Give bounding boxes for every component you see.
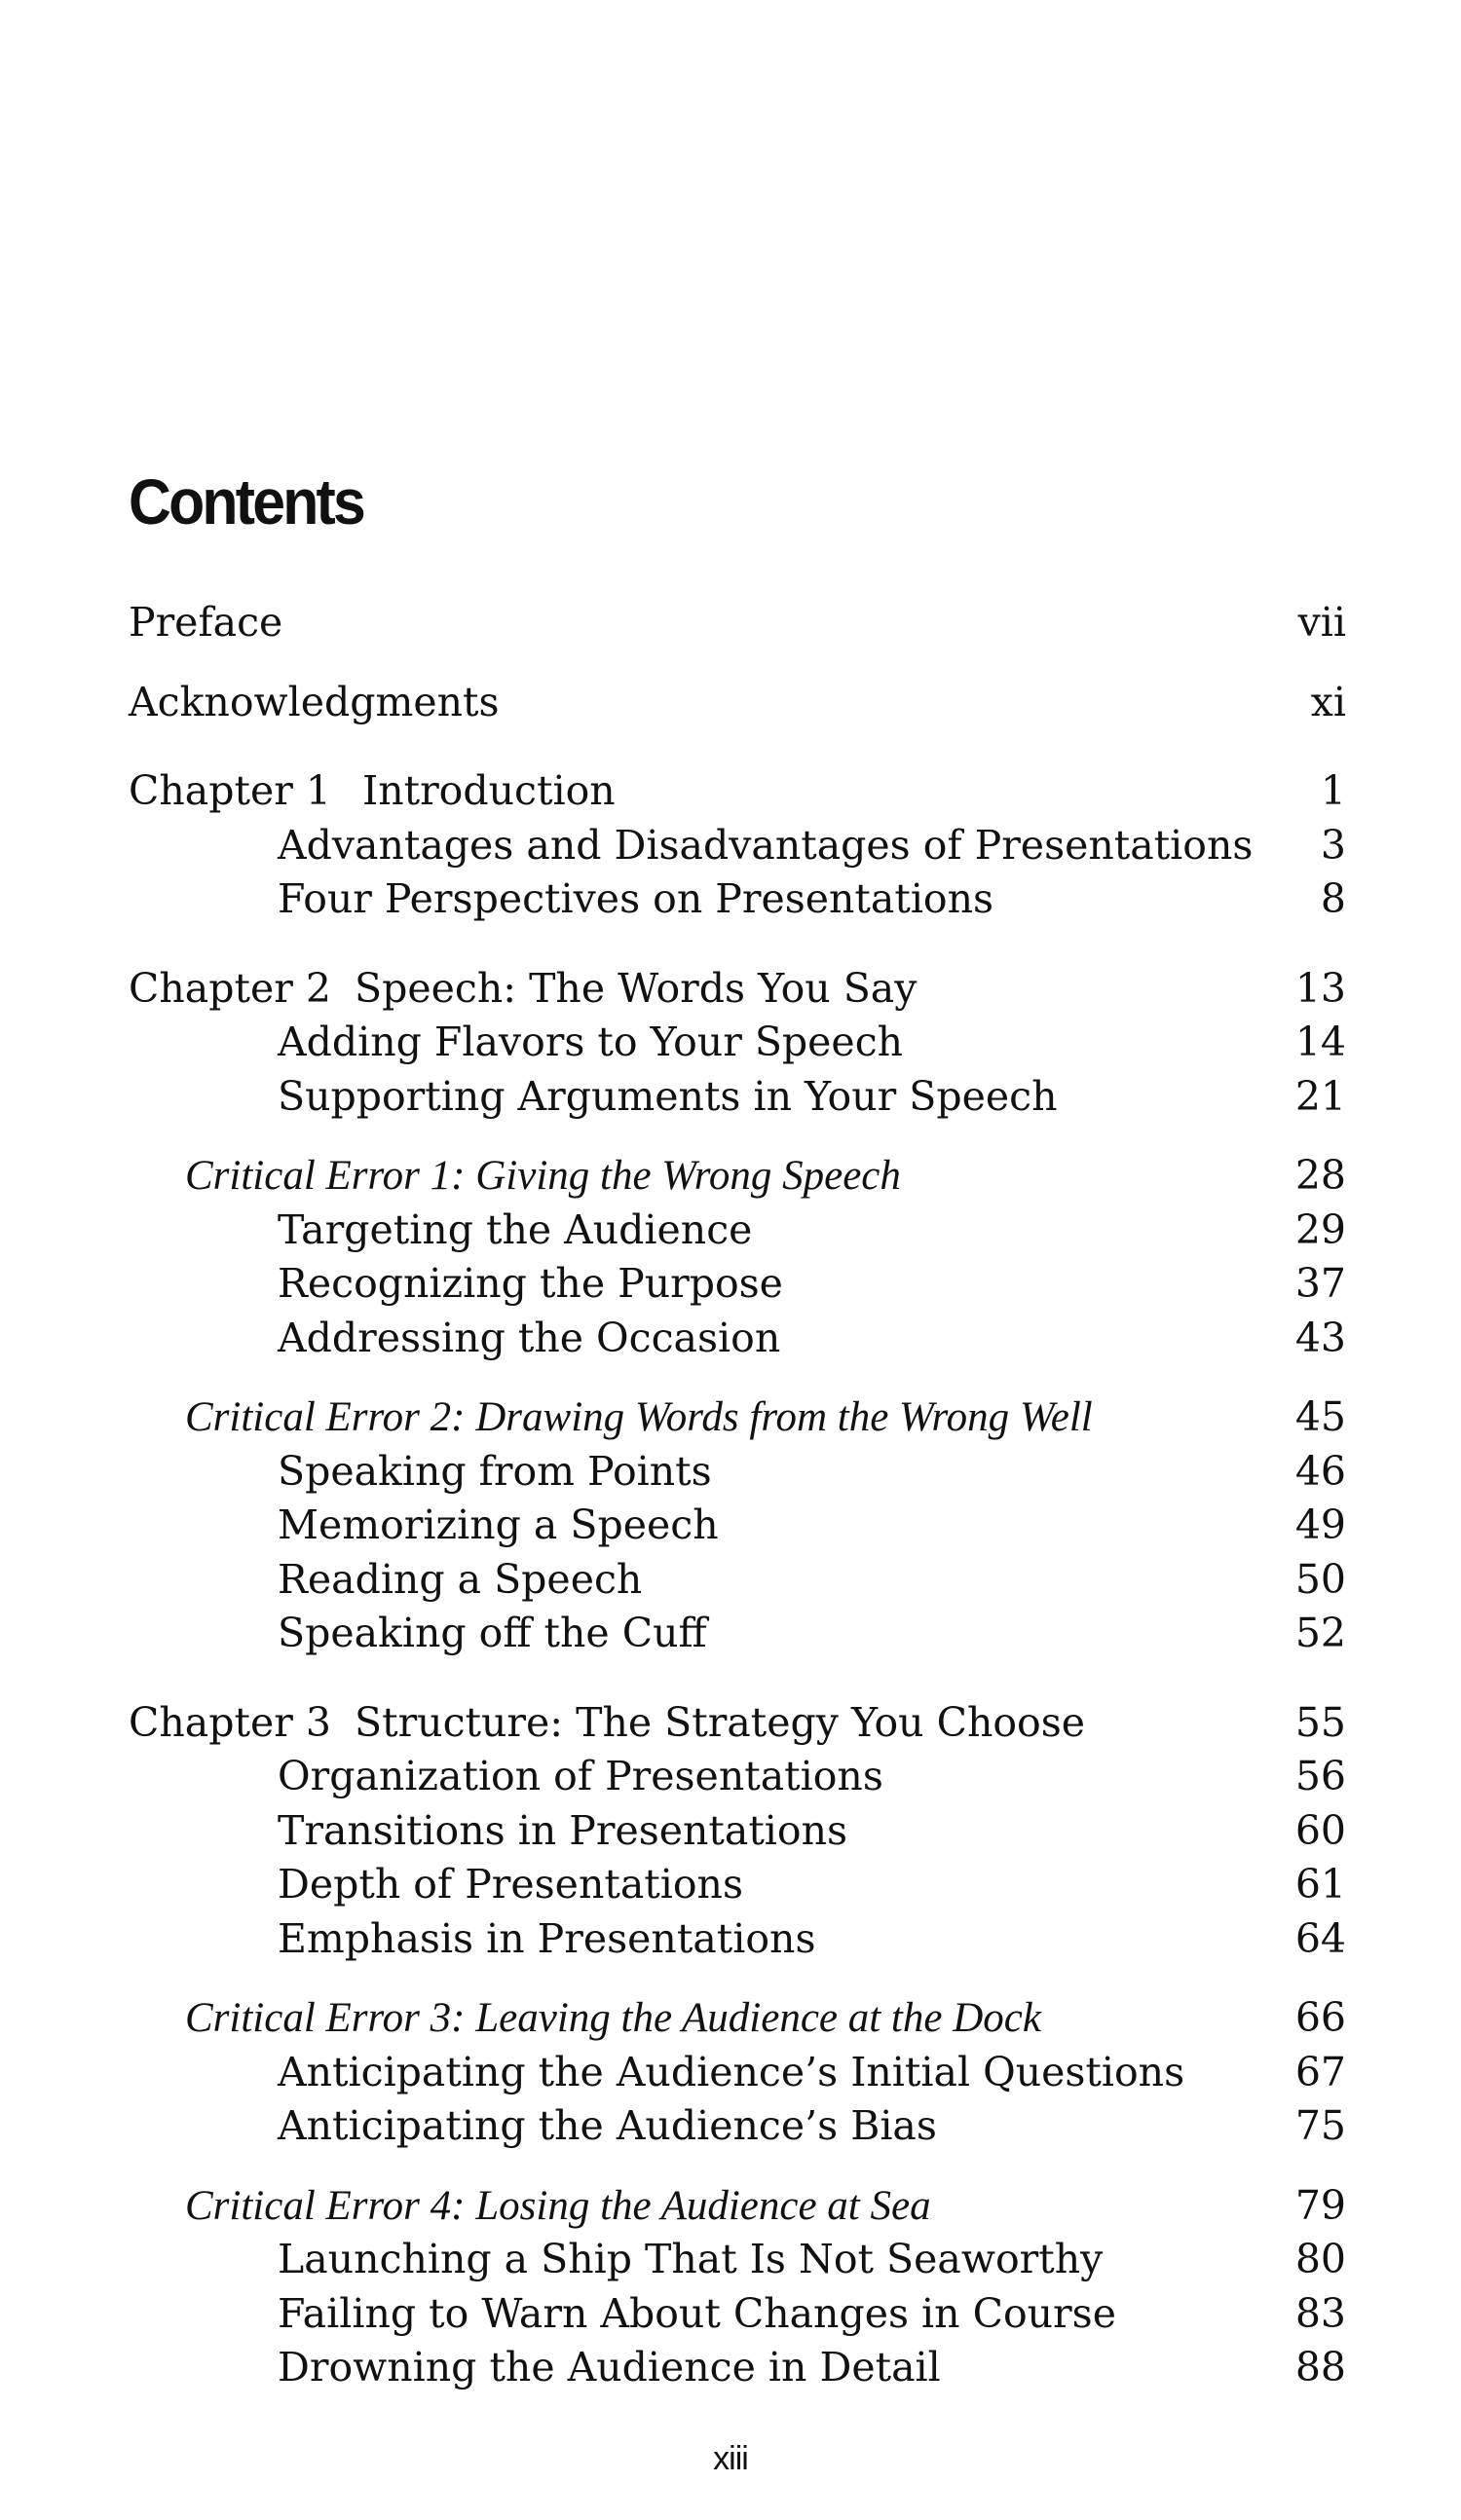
toc-entry-page: 64 [1294, 1914, 1346, 1962]
toc-entry-title: Addressing the Occasion [278, 1314, 781, 1361]
toc-entry-page: 66 [1294, 1994, 1346, 2041]
toc-entry-page: 67 [1294, 2048, 1346, 2095]
toc-entry-page: 3 [1320, 821, 1346, 869]
chapter-title: Structure: The Strategy You Choose [355, 1698, 1086, 1746]
toc-entry-page: 55 [1294, 1698, 1346, 1746]
page-title: Contents [129, 465, 364, 538]
chapter-number: Chapter 2 [129, 964, 331, 1012]
toc-section[interactable] [129, 1445, 1346, 1500]
toc-entry-page: 21 [1294, 1072, 1346, 1120]
toc-chapter-2[interactable] [129, 962, 1346, 1017]
toc-entry-page: 29 [1294, 1205, 1346, 1253]
toc-entry-page: 46 [1294, 1447, 1346, 1495]
toc-entry-page: 52 [1294, 1610, 1346, 1656]
toc-entry-page: 79 [1294, 2181, 1346, 2229]
toc-entry-acknowledgments[interactable] [129, 676, 1346, 730]
toc-entry-page: 28 [1294, 1152, 1346, 1199]
toc-entry-page: 1 [1320, 767, 1346, 814]
toc-section[interactable] [129, 1499, 1346, 1553]
chapter-title: Speech: The Words You Say [355, 964, 918, 1012]
toc-entry-title: Launching a Ship That Is Not Seaworthy [278, 2236, 1104, 2282]
toc-entry-page: 8 [1320, 875, 1346, 922]
toc-section[interactable] [129, 1016, 1346, 1070]
toc-entry-page: 14 [1294, 1019, 1346, 1065]
toc-section[interactable] [129, 1070, 1346, 1125]
toc-entry-title: Preface [129, 599, 283, 646]
toc-entry-title: Acknowledgments [129, 678, 500, 725]
toc-entry-title: Memorizing a Speech [278, 1501, 719, 1548]
toc-entry-page: 61 [1294, 1861, 1346, 1908]
toc-entry-title: Depth of Presentations [278, 1861, 743, 1908]
toc-entry-page: vii [1297, 599, 1346, 646]
toc-entry-title: Anticipating the Audience’s Initial Questions [278, 2048, 1185, 2095]
chapter-number: Chapter 1 [129, 767, 331, 814]
toc-entry-title: Speaking off the Cuff [278, 1610, 707, 1656]
toc-entry-page: 83 [1294, 2289, 1346, 2337]
toc-section[interactable] [129, 2099, 1346, 2154]
toc-section[interactable] [129, 1912, 1346, 1967]
toc-entry-title: Emphasis in Presentations [278, 1914, 816, 1962]
toc-section[interactable] [129, 1312, 1346, 1366]
toc-entry-page: 75 [1294, 2102, 1346, 2149]
toc-critical-error-1[interactable] [129, 1149, 1346, 1204]
toc-entry-page: xi [1310, 678, 1346, 725]
toc-chapter-1[interactable] [129, 764, 1346, 819]
toc-entry-page: 80 [1294, 2236, 1346, 2282]
toc-entry-title: Advantages and Disadvantages of Presentations [278, 821, 1254, 869]
toc-entry-title: Critical Error 2: Drawing Words from the Wrong Well [185, 1394, 1093, 1440]
toc-section[interactable] [129, 2341, 1346, 2395]
toc-critical-error-3[interactable] [129, 1991, 1346, 2046]
toc-critical-error-4[interactable] [129, 2179, 1346, 2234]
toc-entry-title: Recognizing the Purpose [278, 1260, 783, 1307]
toc-entry-preface[interactable] [129, 596, 1346, 650]
page-number: xiii [713, 2440, 748, 2477]
toc-entry-title: Failing to Warn About Changes in Course [278, 2289, 1116, 2337]
chapter-number: Chapter 3 [129, 1698, 331, 1746]
toc-entry-page: 43 [1294, 1314, 1346, 1361]
toc-entry-title: Organization of Presentations [278, 1753, 883, 1799]
toc-entry-title: Drowning the Audience in Detail [278, 2344, 941, 2390]
toc-entry-title: Critical Error 1: Giving the Wrong Speech [185, 1153, 901, 1199]
toc-entry-page: 56 [1294, 1753, 1346, 1799]
toc-entry-page: 88 [1294, 2344, 1346, 2390]
toc-entry-title: Adding Flavors to Your Speech [278, 1019, 904, 1065]
chapter-title: Introduction [362, 767, 616, 814]
toc-section[interactable] [129, 819, 1346, 873]
toc-section[interactable] [129, 2233, 1346, 2287]
toc-section[interactable] [129, 1858, 1346, 1912]
toc-section[interactable] [129, 1257, 1346, 1312]
toc-entry-title: Transitions in Presentations [278, 1806, 848, 1854]
toc-entry-page: 49 [1294, 1501, 1346, 1548]
table-of-contents [129, 596, 1346, 2395]
toc-entry-page: 45 [1294, 1393, 1346, 1440]
toc-section[interactable] [129, 2046, 1346, 2100]
toc-section[interactable] [129, 2287, 1346, 2342]
toc-entry-page: 60 [1294, 1806, 1346, 1854]
toc-section[interactable] [129, 1204, 1346, 1258]
toc-entry-title: Critical Error 3: Leaving the Audience at the Dock [185, 1995, 1041, 2041]
toc-entry-page: 37 [1294, 1260, 1346, 1307]
toc-section[interactable] [129, 1750, 1346, 1804]
toc-entry-title: Anticipating the Audience’s Bias [278, 2102, 937, 2149]
toc-section[interactable] [129, 1804, 1346, 1859]
toc-entry-title: Reading a Speech [278, 1555, 643, 1603]
toc-critical-error-2[interactable] [129, 1390, 1346, 1445]
toc-section[interactable] [129, 872, 1346, 927]
toc-entry-page: 13 [1294, 964, 1346, 1012]
toc-entry-title: Speaking from Points [278, 1447, 712, 1495]
toc-entry-title: Four Perspectives on Presentations [278, 875, 994, 922]
toc-entry-page: 50 [1294, 1555, 1346, 1603]
toc-entry-title: Targeting the Audience [278, 1205, 753, 1253]
toc-entry-title: Supporting Arguments in Your Speech [278, 1072, 1058, 1120]
toc-chapter-3[interactable] [129, 1696, 1346, 1751]
toc-section[interactable] [129, 1553, 1346, 1608]
toc-section[interactable] [129, 1607, 1346, 1661]
toc-entry-title: Critical Error 4: Losing the Audience at Sea [185, 2182, 931, 2229]
